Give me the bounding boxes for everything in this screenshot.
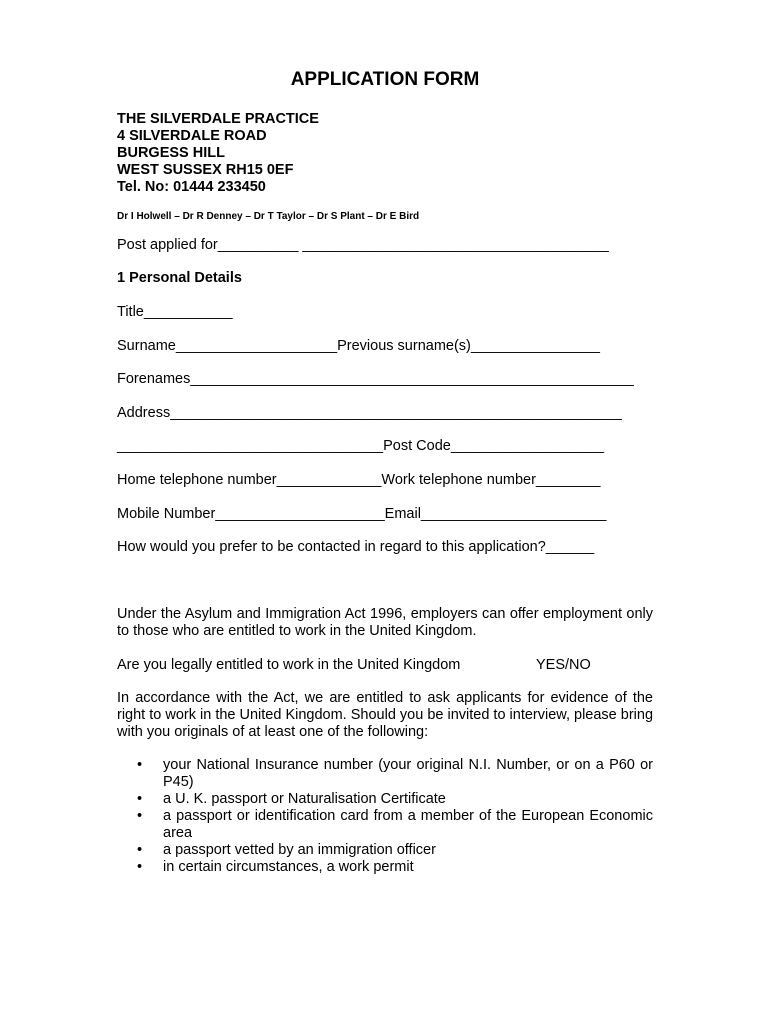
entitled-answer[interactable]: YES/NO (536, 657, 591, 673)
practice-telephone: Tel. No: 01444 233450 (117, 179, 266, 195)
title-field[interactable]: Title___________ (117, 304, 233, 320)
list-item: • in certain circumstances, a work permit (137, 859, 414, 875)
list-item: • a passport vetted by an immigration officer (137, 842, 436, 858)
surname-row[interactable]: Surname____________________Previous surname(s)________________ (117, 338, 600, 354)
practice-street: 4 SILVERDALE ROAD (117, 128, 267, 144)
doctors-list: Dr I Holwell – Dr R Denney – Dr T Taylor – Dr S Plant – Dr E Bird (117, 211, 420, 222)
practice-name: THE SILVERDALE PRACTICE (117, 111, 319, 127)
bullet-icon: • (137, 791, 143, 807)
practice-town: BURGESS HILL (117, 145, 225, 161)
evidence-paragraph: In accordance with the Act, we are entitled to ask applicants for evidence of the right to work in the United Kingdom. Should you be invited to interview, please bring with you originals of at least one of the following: (117, 690, 654, 740)
post-applied-field[interactable]: Post applied for__________ ______________________________________ (117, 237, 609, 253)
asylum-act-paragraph: Under the Asylum and Immigration Act 1996, employers can offer employment only to those who are entitled to work in the United Kingdom. (117, 606, 653, 639)
evidence-list (117, 757, 653, 876)
bullet-icon: • (137, 859, 143, 875)
forenames-field[interactable]: Forenames_______________________________________________________ (117, 371, 634, 387)
address-field[interactable]: Address________________________________________________________ (117, 405, 622, 421)
bullet-icon: • (137, 808, 143, 824)
section-heading-personal-details: 1 Personal Details (117, 270, 242, 286)
contact-preference-field[interactable]: How would you prefer to be contacted in regard to this application?______ (117, 539, 595, 555)
list-item: • your National Insurance number (your original N.I. Number, or on a P60 or P45) (137, 757, 653, 790)
practice-county: WEST SUSSEX RH15 0EF (117, 162, 294, 178)
entitled-question: Are you legally entitled to work in the United Kingdom (117, 657, 461, 673)
telephone-row[interactable]: Home telephone number_____________Work telephone number________ (117, 472, 601, 488)
bullet-icon: • (137, 842, 143, 858)
list-item: • a passport or identification card from a member of the European Economic area (137, 808, 653, 841)
mobile-email-row[interactable]: Mobile Number_____________________Email_______________________ (117, 506, 607, 522)
list-item: • a U. K. passport or Naturalisation Certificate (137, 791, 446, 807)
bullet-icon: • (137, 757, 143, 773)
form-title: APPLICATION FORM (290, 69, 480, 90)
postcode-row[interactable]: _________________________________Post Code___________________ (117, 438, 605, 454)
